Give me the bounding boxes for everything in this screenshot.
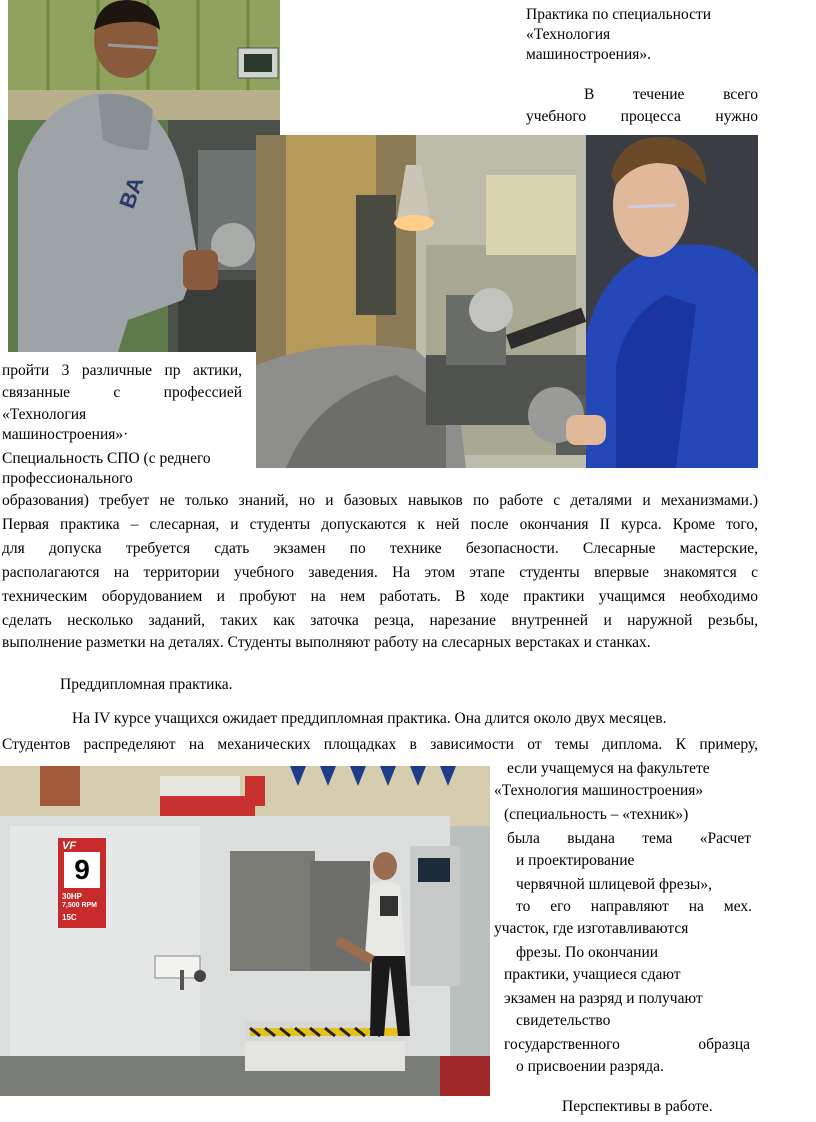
section-heading-prediploma: Преддипломная практика. xyxy=(60,676,233,693)
right-line-14: о присвоении разряда. xyxy=(516,1058,664,1075)
intro-line-2: «Технология xyxy=(526,26,611,43)
left-line-2: связанные с профессией xyxy=(2,384,242,401)
right-line-11: экзамен на разряд и получают xyxy=(504,990,703,1007)
right-line-2: «Технология машиностроения» xyxy=(494,782,704,799)
intro-line-4-text: В течение всего xyxy=(584,86,758,103)
para1-line-5: техническим оборудованием и пробуют на нем работать. В ходе практики учащимся необходимо xyxy=(2,588,758,605)
para1-line-1: образования) требует не только знаний, но и базовых навыков по работе с деталями и механизмами.) xyxy=(2,492,758,509)
right-line-12: свидетельство xyxy=(516,1012,611,1029)
left-line-3: «Технология xyxy=(2,406,87,423)
para1-line-2: Первая практика – слесарная, и студенты допускаются к ней после окончания II курса. Кроме того, xyxy=(2,516,758,533)
machine-model-label xyxy=(58,838,106,928)
right-line-5: и проектирование xyxy=(516,852,635,869)
photo-cnc-machine xyxy=(0,766,490,1096)
left-line-6: профессионального xyxy=(2,470,133,487)
right-line-13: государственного образца xyxy=(504,1036,750,1053)
right-line-1: если учащемуся на факультете xyxy=(507,760,710,777)
intro-line-3: машиностроения». xyxy=(526,46,651,63)
machine-spec-tools: 15C xyxy=(62,913,77,922)
svg-text:BA: BA xyxy=(114,173,149,212)
machine-spec-rpm: 7,500 RPM xyxy=(62,902,98,909)
intro-line-4 xyxy=(526,86,758,104)
para2-line-2: Студентов распределяют на механических площадках в зависимости от темы диплома. К примеру, xyxy=(2,736,758,753)
photo-student-grey-hoodie xyxy=(8,0,280,352)
right-line-6: червячной шлицевой фрезы», xyxy=(516,876,712,893)
machine-number-text: 9 xyxy=(64,852,100,888)
right-line-10: практики, учащиеся сдают xyxy=(504,966,681,983)
left-line-4: машиностроения»· xyxy=(2,426,129,443)
right-line-7: то его направляют на мех. xyxy=(516,898,752,915)
para2-line-1: На IV курсе учащихся ожидает преддипломная практика. Она длится около двух месяцев. xyxy=(72,710,667,727)
para1-line-4: располагаются на территории учебного заведения. На этом этапе студенты впервые знакомятся с xyxy=(2,564,758,581)
right-line-3: (специальность – «техник») xyxy=(504,806,689,823)
right-line-4: была выдана тема «Расчет xyxy=(507,830,751,847)
para1-line-7: выполнение разметки на деталях. Студенты выполняют работу на слесарных верстаках и станках. xyxy=(2,634,651,651)
para1-line-6: сделать несколько заданий, таких как заточка резца, нарезание внутренней и наружной резьбы, xyxy=(2,612,758,629)
section-heading-prospects: Перспективы в работе. xyxy=(562,1098,713,1115)
left-line-5: Специальность СПО (с реднего xyxy=(2,450,211,467)
machine-spec-hp: 30HP xyxy=(62,892,83,901)
intro-line-1: Практика по специальности xyxy=(526,6,712,23)
para1-line-3: для допуска требуется сдать экзамен по технике безопасности. Слесарные мастерские, xyxy=(2,540,758,557)
machine-model-text: VF xyxy=(62,840,77,852)
right-line-9: фрезы. По окончании xyxy=(516,944,659,961)
intro-line-5: учебного процесса нужно xyxy=(526,108,758,125)
right-line-8: участок, где изготавливаются xyxy=(494,920,689,937)
photo-student-lathe xyxy=(256,135,758,468)
left-line-1: пройти 3 различные пр актики, xyxy=(2,362,242,379)
